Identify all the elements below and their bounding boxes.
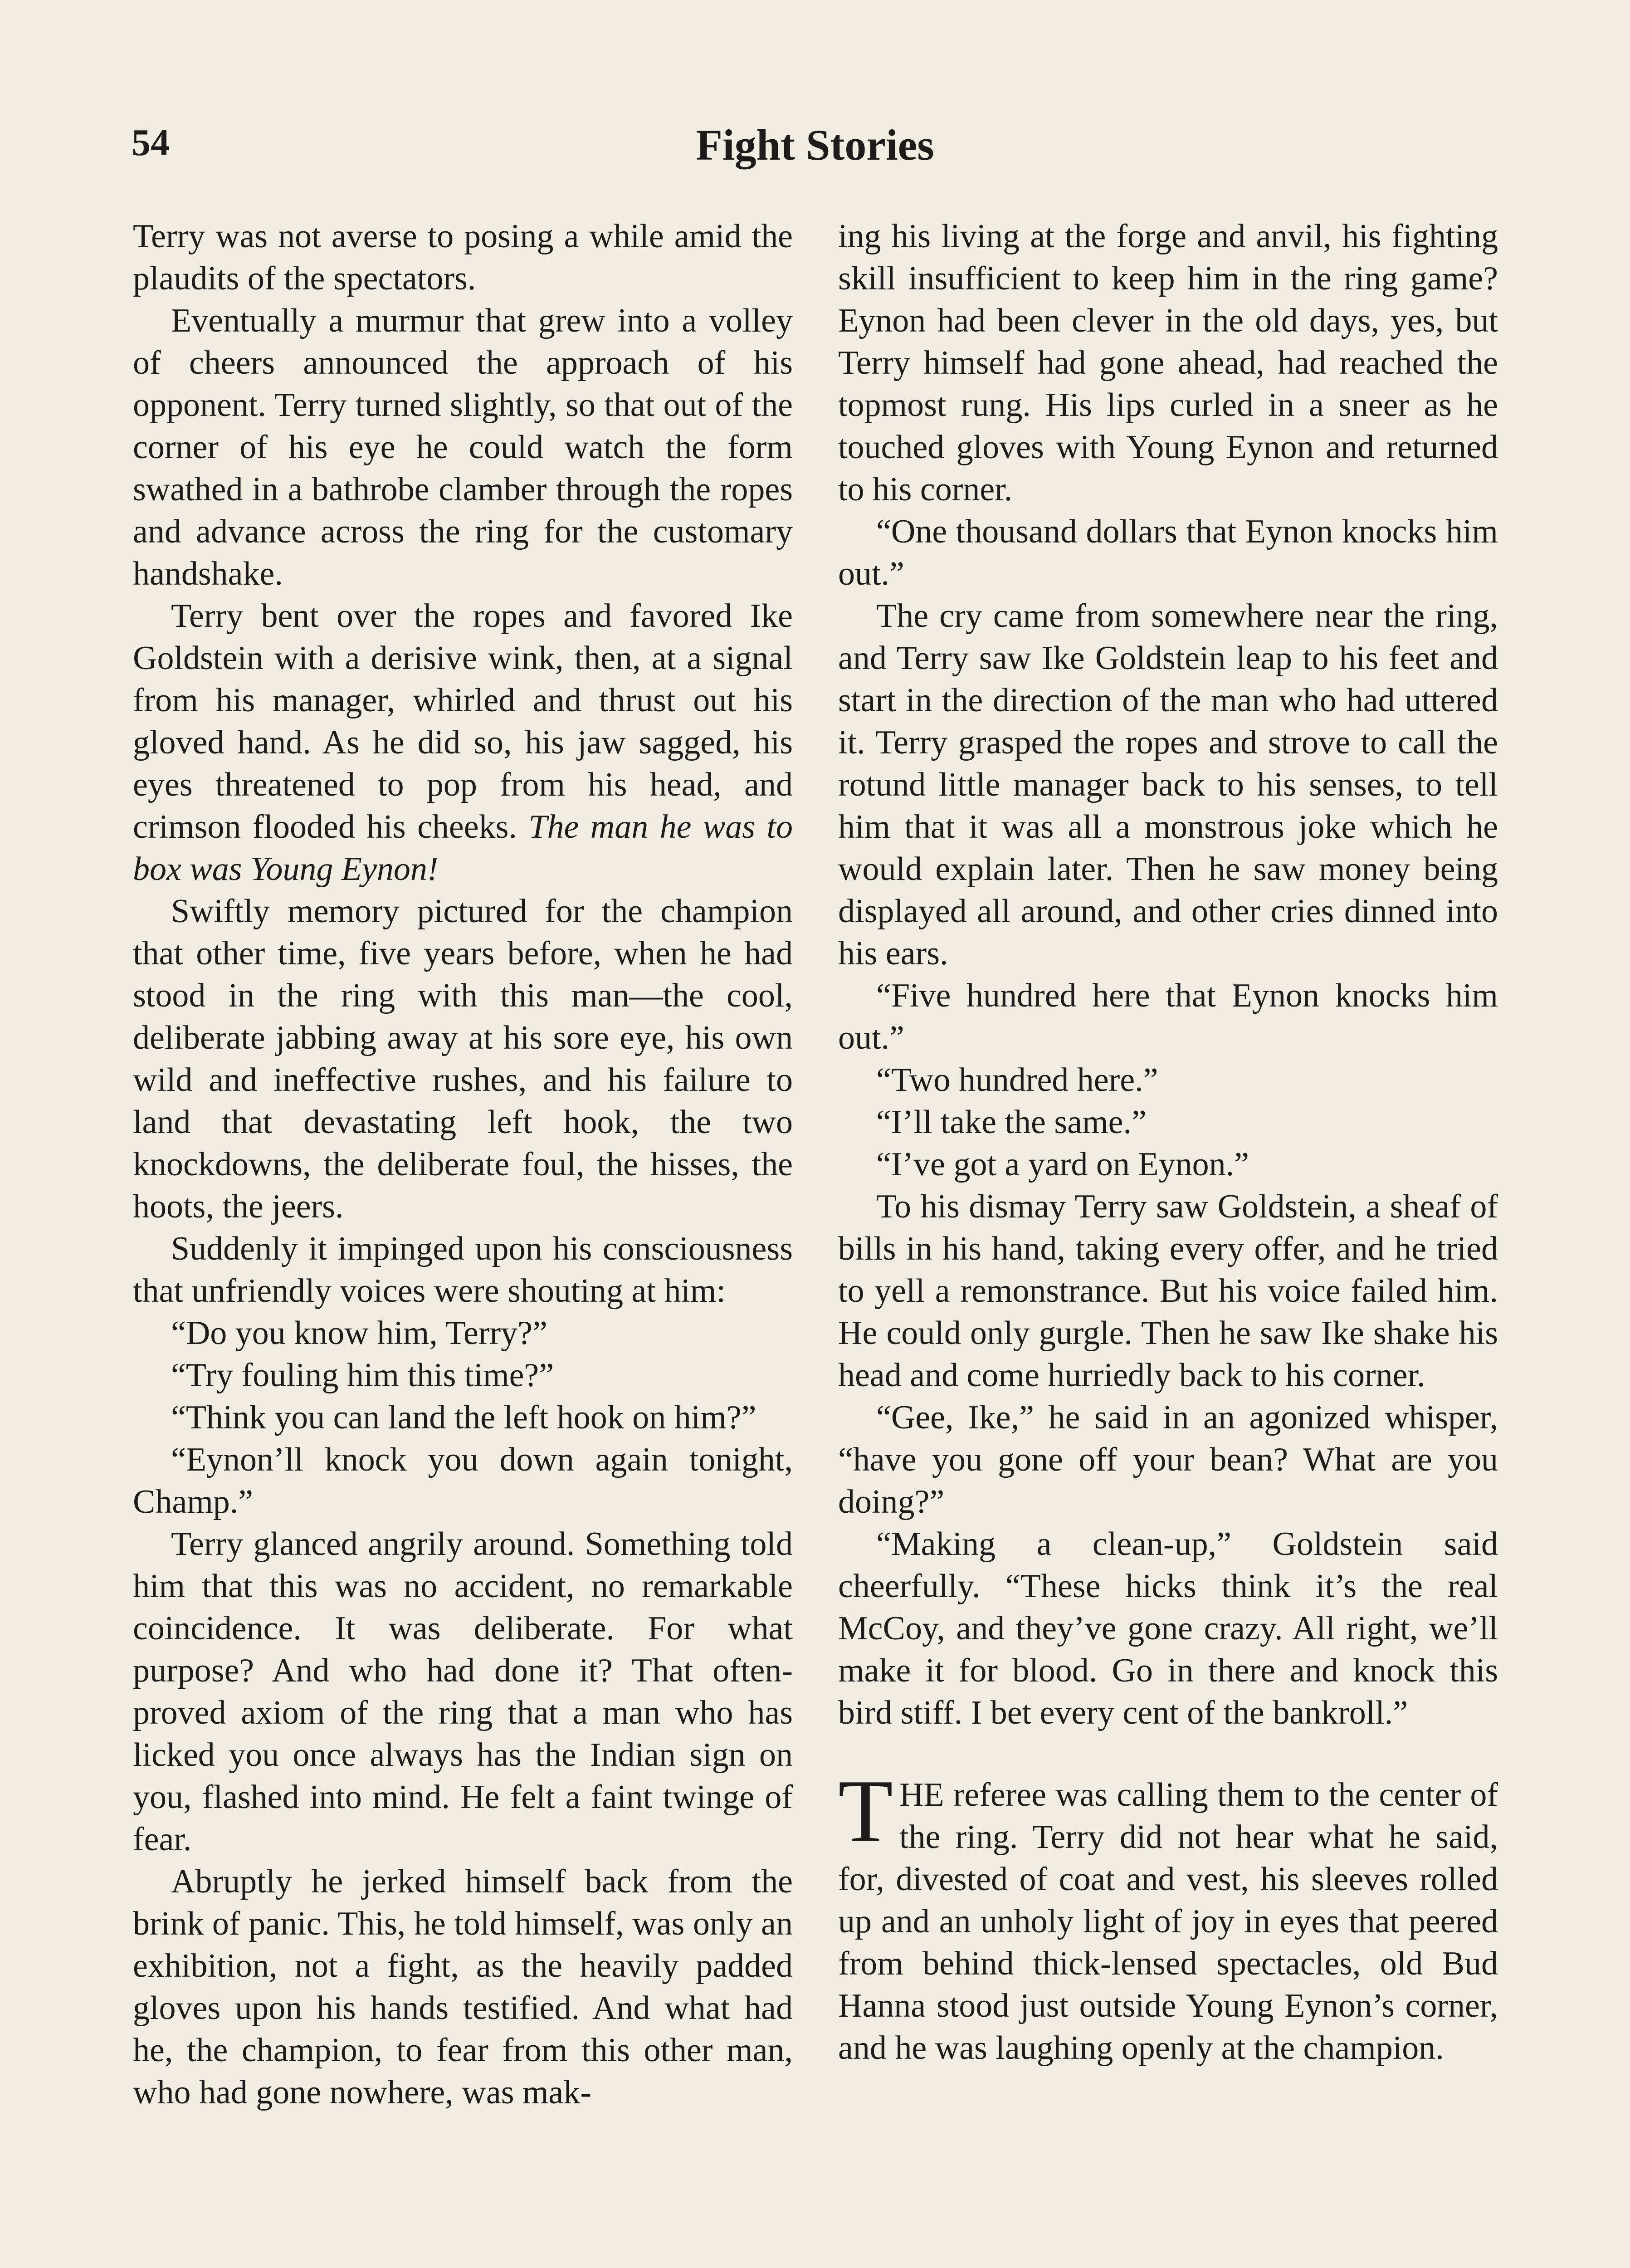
italic-phrase: The man he was to box was Young Eynon! xyxy=(133,808,793,888)
dialogue-line: “Think you can land the left hook on him?” xyxy=(171,1399,756,1436)
dialogue-line: “Eynon’ll knock you down again tonight, Champ.” xyxy=(133,1441,793,1520)
left-column xyxy=(133,215,793,2114)
dialogue-line: “Try fouling him this time?” xyxy=(171,1357,554,1394)
paragraph-text: Terry bent over the ropes and favored Ike Goldstein with a derisive wink, then, at a signal from his manager, whirled and thrust out his gloved hand. As he did so, his jaw sagged, his eyes threatened to pop from his head, and crimson flooded his cheeks. xyxy=(133,597,793,846)
paragraph: Abruptly he jerked himself back from the brink of panic. This, he told himself, was only an exhibition, not a fight, as the heavily padded gloves upon his hands testified. And what had he, the champion, to fear from this other man, who had gone nowhere, was mak- xyxy=(133,1863,793,2111)
section-opening-paragraph xyxy=(838,1761,1498,2069)
paragraph: Suddenly it impinged upon his consciousness that unfriendly voices were shouting at him: xyxy=(133,1230,793,1310)
dialogue-line: “Do you know him, Terry?” xyxy=(171,1315,547,1352)
paragraph: ing his living at the forge and anvil, his fighting skill insufficient to keep him in the ring game? Eynon had been clever in the old days, yes, but Terry himself had gone ahead, had reached the topmost rung. His lips curled in a sneer as he touched gloves with Young Eynon and returned to his corner. xyxy=(838,218,1498,508)
paragraph: The cry came from somewhere near the ring, and Terry saw Ike Goldstein leap to his feet and start in the direction of the man who had uttered it. Terry grasped the ropes and strove to call the rotund little manager back to his senses, to tell him that it was all a monstrous joke which he would explain later. Then he saw money being displayed all around, and other cries dinned into his ears. xyxy=(838,597,1498,972)
drop-cap: T xyxy=(838,1761,893,1861)
dialogue-line: “I’ve got a yard on Eynon.” xyxy=(876,1146,1249,1183)
page-number: 54 xyxy=(132,122,170,164)
paragraph: To his dismay Terry saw Goldstein, a sheaf of bills in his hand, taking every offer, and he tried to yell a remonstrance. But his voice failed him. He could only gurgle. Then he saw Ike shake his head and come hurriedly back to his corner. xyxy=(838,1188,1498,1394)
paragraph xyxy=(133,595,793,890)
paragraph: Swiftly memory pictured for the champion that other time, five years before, when he had stood in the ring with this man—the cool, deliberate jabbing away at his sore eye, his own wild and ineffective rushes, and his failure to land that devastating left hook, the two knockdowns, the deliberate foul, the hisses, the hoots, the jeers. xyxy=(133,893,793,1225)
paragraph: Terry was not averse to posing a while amid the plaudits of the spectators. xyxy=(133,218,793,297)
dialogue-line: “Gee, Ike,” he said in an agonized whisper, “have you gone off your bean? What are you doing?” xyxy=(838,1399,1498,1520)
section-text: HE referee was calling them to the center of the ring. Terry did not hear what he said, for, divested of coat and vest, his sleeves rolled up and an unholy light of joy in eyes that peered from behind thick-lensed spectacles, old Bud Hanna stood just outside Young Eynon’s corner, and he was laughing openly at the champion. xyxy=(838,1776,1498,2067)
running-head: Fight Stories xyxy=(696,121,934,169)
dialogue-line: “Five hundred here that Eynon knocks him out.” xyxy=(838,977,1498,1056)
dialogue-line: “I’ll take the same.” xyxy=(876,1104,1147,1141)
dialogue-line: “One thousand dollars that Eynon knocks him out.” xyxy=(838,513,1498,592)
dialogue-line: “Making a clean-up,” Goldstein said cheerfully. “These hicks think it’s the real McCoy, and they’ve gone crazy. All right, we’ll make it for blood. Go in there and knock this bird stiff. I bet every cent of the bankroll.” xyxy=(838,1525,1498,1731)
paragraph: Eventually a murmur that grew into a volley of cheers announced the approach of his opponent. Terry turned slightly, so that out of the corner of his eye he could watch the form swathed in a bathrobe clamber through the ropes and advance across the ring for the customary handshake. xyxy=(133,302,793,592)
paragraph: Terry glanced angrily around. Something told him that this was no accident, no remarkable coincidence. It was deliberate. For what purpose? And who had done it? That often-proved axiom of the ring that a man who has licked you once always has the Indian sign on you, flashed into mind. He felt a faint twinge of fear. xyxy=(133,1525,793,1858)
dialogue-line: “Two hundred here.” xyxy=(876,1061,1158,1099)
right-column xyxy=(838,215,1498,2069)
